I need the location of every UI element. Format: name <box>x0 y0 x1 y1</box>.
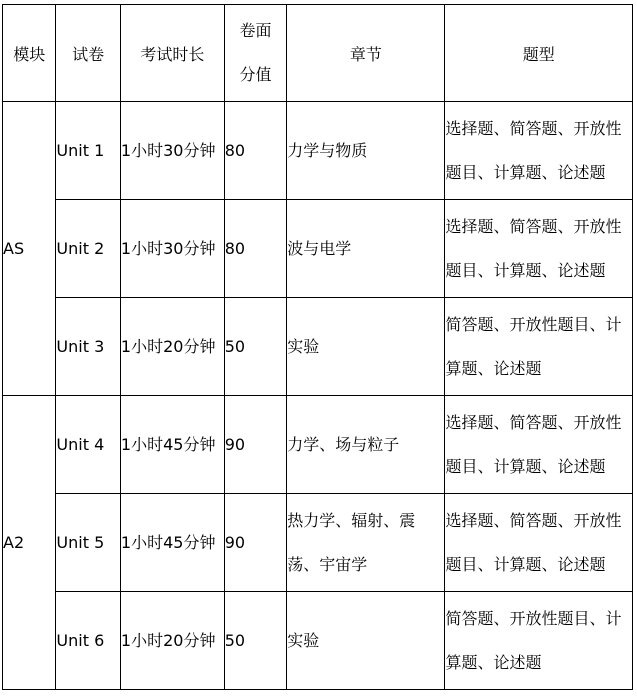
chapter-text: 力学与物质 <box>287 140 368 160</box>
duration-cell <box>120 396 224 494</box>
question-type-cell <box>445 592 633 690</box>
table-row <box>3 396 633 494</box>
header-score <box>224 5 286 102</box>
exam-structure-table <box>2 4 633 690</box>
paper-cell: Unit 1 <box>56 102 121 200</box>
header-duration: 考试时长 <box>120 5 224 102</box>
question-type-cell <box>445 494 633 592</box>
duration-cell <box>120 592 224 690</box>
duration-cell <box>120 200 224 298</box>
table-row <box>3 298 633 396</box>
chapter-cell <box>287 298 445 396</box>
paper-cell: Unit 2 <box>56 200 121 298</box>
score-cell: 90 <box>224 396 286 494</box>
header-question-type: 题型 <box>445 5 633 102</box>
duration-text: 1小时20分钟 <box>120 630 216 650</box>
question-type-text: 简答题、开放性题目、计算题、论述题 <box>445 608 622 672</box>
chapter-cell <box>287 200 445 298</box>
table-row <box>3 102 633 200</box>
question-type-cell <box>445 396 633 494</box>
question-type-text: 选择题、简答题、开放性题目、计算题、论述题 <box>445 216 622 280</box>
score-cell: 80 <box>224 200 286 298</box>
chapter-text: 波与电学 <box>287 238 352 258</box>
header-chapter: 章节 <box>287 5 445 102</box>
chapter-text: 力学、场与粒子 <box>287 434 400 454</box>
question-type-cell <box>445 200 633 298</box>
header-score-label: 卷面分值 <box>239 21 272 84</box>
question-type-cell <box>445 298 633 396</box>
duration-cell <box>120 298 224 396</box>
header-row <box>3 5 633 102</box>
question-type-text: 简答题、开放性题目、计算题、论述题 <box>445 314 622 378</box>
chapter-cell <box>287 102 445 200</box>
table-row <box>3 200 633 298</box>
chapter-text: 实验 <box>287 630 320 650</box>
paper-cell: Unit 5 <box>56 494 121 592</box>
duration-text: 1小时45分钟 <box>120 532 216 552</box>
duration-text: 1小时45分钟 <box>120 434 216 454</box>
duration-text: 1小时30分钟 <box>120 140 216 160</box>
question-type-text: 选择题、简答题、开放性题目、计算题、论述题 <box>445 510 622 574</box>
score-cell: 90 <box>224 494 286 592</box>
duration-cell <box>120 494 224 592</box>
duration-text: 1小时30分钟 <box>120 238 216 258</box>
question-type-cell <box>445 102 633 200</box>
question-type-text: 选择题、简答题、开放性题目、计算题、论述题 <box>445 412 622 476</box>
chapter-text: 实验 <box>287 336 320 356</box>
chapter-cell <box>287 494 445 592</box>
module-cell-a2: A2 <box>3 396 56 690</box>
module-cell-as: AS <box>3 102 56 396</box>
paper-cell: Unit 3 <box>56 298 121 396</box>
duration-text: 1小时20分钟 <box>120 336 216 356</box>
paper-cell: Unit 4 <box>56 396 121 494</box>
paper-cell: Unit 6 <box>56 592 121 690</box>
question-type-text: 选择题、简答题、开放性题目、计算题、论述题 <box>445 118 622 182</box>
chapter-text: 热力学、辐射、震荡、宇宙学 <box>287 510 416 574</box>
score-cell: 80 <box>224 102 286 200</box>
score-cell: 50 <box>224 298 286 396</box>
table-row <box>3 592 633 690</box>
header-paper: 试卷 <box>56 5 121 102</box>
header-module: 模块 <box>3 5 56 102</box>
duration-cell <box>120 102 224 200</box>
table-row <box>3 494 633 592</box>
chapter-cell <box>287 592 445 690</box>
chapter-cell <box>287 396 445 494</box>
score-cell: 50 <box>224 592 286 690</box>
